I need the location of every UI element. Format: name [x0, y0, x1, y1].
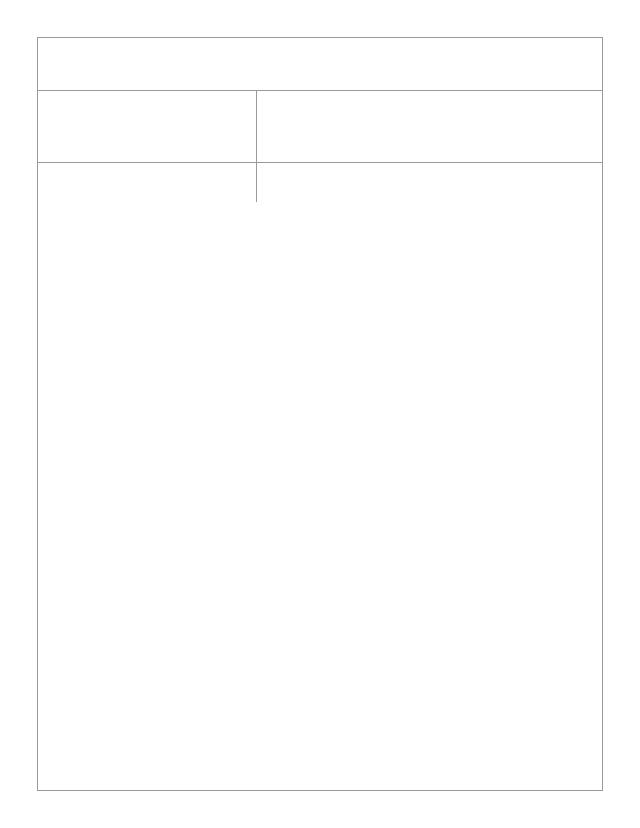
list-item — [62, 198, 247, 217]
scatter-chart-svg — [268, 416, 568, 631]
column-divider — [256, 90, 257, 202]
list-item — [62, 346, 247, 365]
divider — [38, 162, 602, 163]
list-item — [62, 272, 247, 291]
chart — [268, 416, 568, 631]
left-column — [62, 181, 247, 383]
feature-list — [62, 198, 247, 365]
divider — [38, 90, 602, 91]
list-item — [62, 309, 247, 328]
right-column — [278, 181, 578, 200]
page-frame — [37, 37, 603, 791]
list-item — [62, 235, 247, 254]
